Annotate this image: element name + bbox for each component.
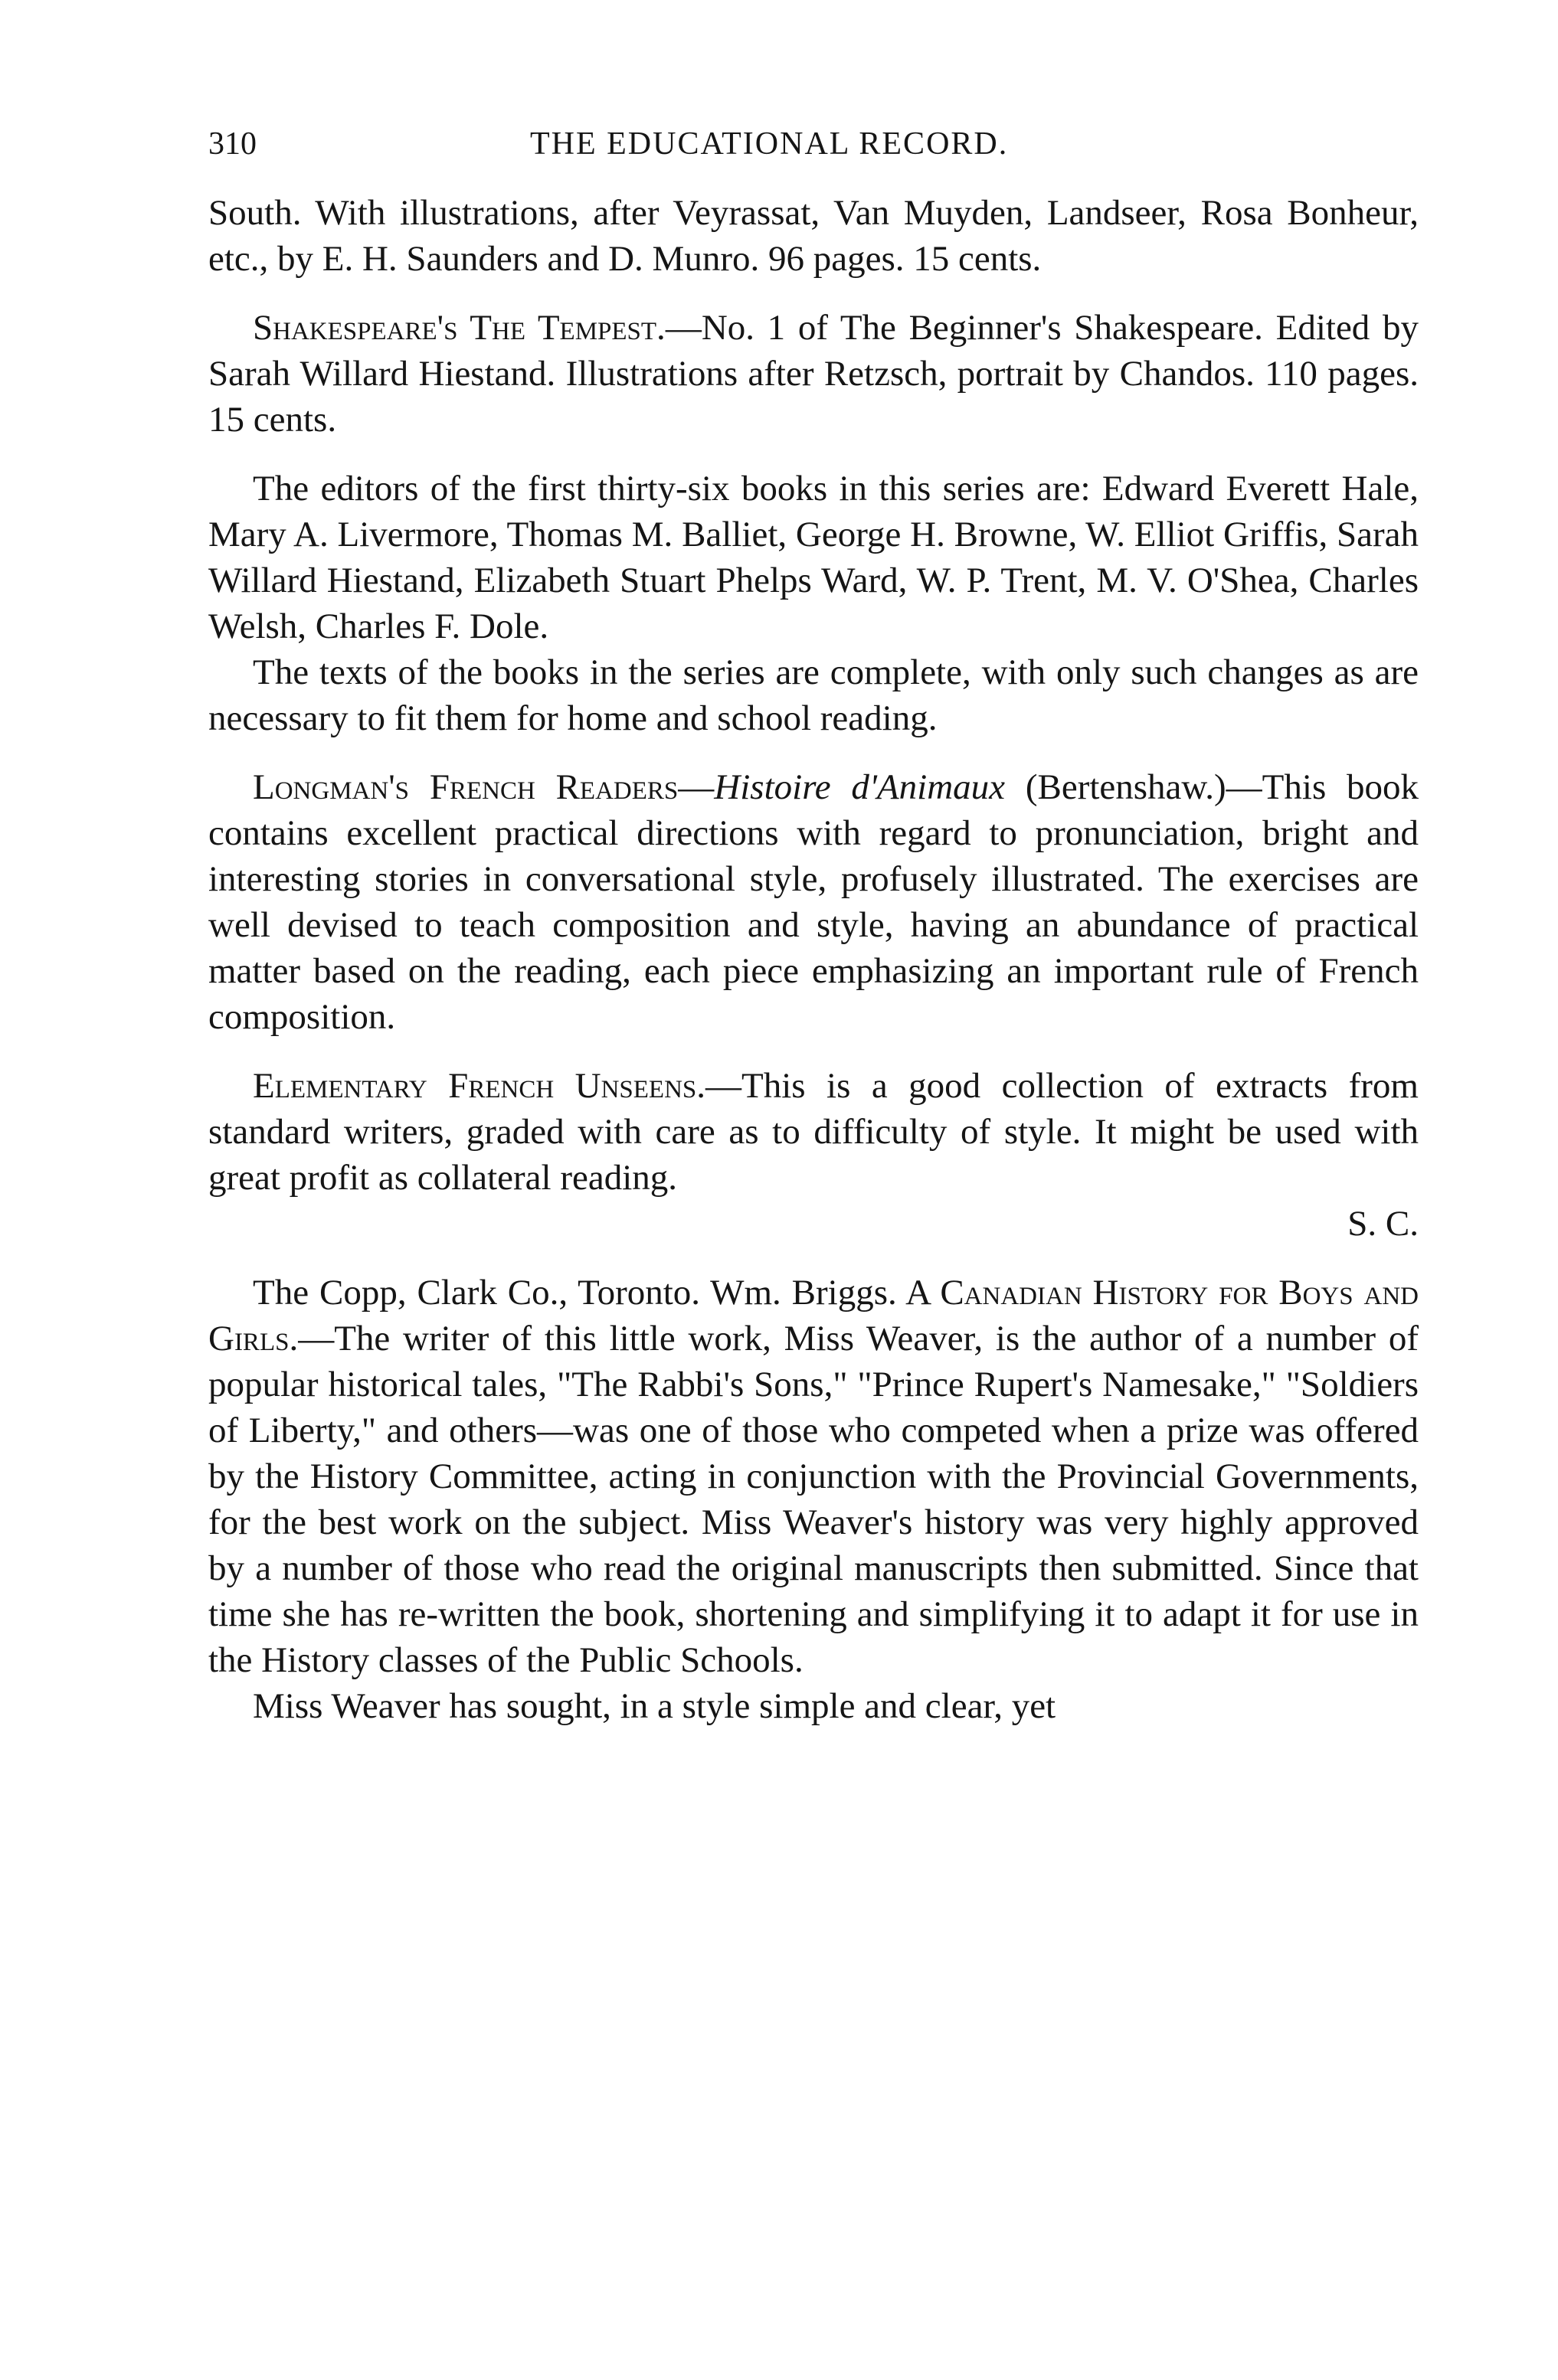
page-number: 310 <box>208 126 257 162</box>
paragraph-text: (Bertenshaw.)—This book contains excellent practical directions with regard to pronunciation, bright and interesting stories in conversational style, profusely illustrated. The exercises are well devised to teach composition and style, having an abundance of practical matter based on the reading, each piece emphasizing an important rule of French composition. <box>208 767 1419 1037</box>
book-title-canadian-history: Canadian History for Boys and Girls. <box>208 1273 1419 1358</box>
paragraph-editors-list <box>208 466 1419 649</box>
paragraph-canadian-history <box>208 1270 1419 1683</box>
paragraph-south-illustrations <box>208 190 1419 282</box>
publisher-line: The Copp, Clark Co., Toronto. Wm. Briggs. A <box>253 1273 930 1313</box>
paragraph-text: The texts of the books in the series are complete, with only such changes as are necessary to fit them for home and school reading. <box>208 652 1419 738</box>
paragraph-text: —The writer of this little work, Miss Weaver, is the author of a number of popular historical tales, "The Rabbi's Sons," "Prince Rupert's Namesake," "Soldiers of Liberty," and others—was one of those who competed when a prize was offered by the History Committee, acting in conjunction with the Provincial Governments, for the best work on the subject. Miss Weaver's history was very highly approved by a number of those who read the original manuscripts then submitted. Since that time she has re-written the book, shortening and simplifying it to adapt it for use in the History classes of the Public Schools. <box>208 1319 1419 1680</box>
paragraph-text: Miss Weaver has sought, in a style simple and clear, yet <box>253 1686 1056 1726</box>
paragraph-texts-complete <box>208 649 1419 741</box>
paragraph-tempest-entry <box>208 305 1419 443</box>
document-page <box>208 121 1419 1752</box>
paragraph-longman-french-readers: Longman's French Readers—Histoire d'Animaux (Bertenshaw.)—This book contains excellent practical directions with regard to pronunciation, bright and interesting stories in conversational style, profusely illustrated. The exercises are well devised to teach composition and style, having an abundance of practical matter based on the reading, each piece emphasizing an important rule of French composition. <box>208 767 1419 1037</box>
paragraph-elementary-french-unseens <box>208 1063 1419 1247</box>
paragraph-text: South. With illustrations, after Veyrassat, Van Muyden, Landseer, Rosa Bonheur, etc., by E. H. Saunders and D. Munro. 96 pages. 15 cents. <box>208 193 1419 279</box>
book-subtitle-italic: Histoire d'Animaux <box>714 767 1006 807</box>
paragraph-text: The editors of the first thirty-six books in this series are: Edward Everett Hale, Mary A. Livermore, Thomas M. Balliet, George H. Browne, W. Elliot Griffis, Sarah Willard Hiestand, Elizabeth Stuart Phelps Ward, W. P. Trent, M. V. O'Shea, Charles Welsh, Charles F. Dole. <box>208 469 1419 646</box>
running-head <box>208 121 1419 168</box>
book-title-unseens: Elementary French Unseens. <box>253 1066 706 1106</box>
book-title-tempest: Shakespeare's The Tempest. <box>253 308 666 348</box>
paragraph-text: —This is a good collection of extracts from standard writers, graded with care as to difficulty of style. It might be used with great profit as collateral reading. <box>208 1066 1419 1198</box>
book-title-longman: Longman's French Readers <box>253 767 679 807</box>
journal-title: THE EDUCATIONAL RECORD. <box>530 126 1009 162</box>
paragraph-text: —No. 1 of The Beginner's Shakespeare. Edited by Sarah Willard Hiestand. Illustrations after Retzsch, portrait by Chandos. 110 pages. 15 cents. <box>208 308 1419 440</box>
reviewer-signature: S. C. <box>1347 1204 1419 1244</box>
paragraph-miss-weaver <box>208 1683 1419 1729</box>
